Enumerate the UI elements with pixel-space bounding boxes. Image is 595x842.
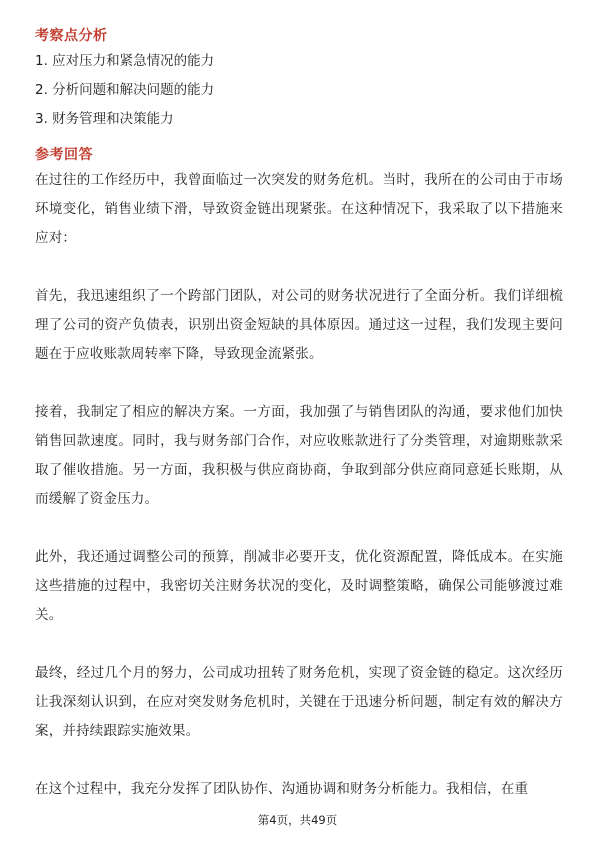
answer-paragraph: 接着，我制定了相应的解决方案。一方面，我加强了与销售团队的沟通，要求他们加快销售回款速度。同时，我与财务部门合作，对应收账款进行了分类管理，对逾期账款采取了催收措施。另一方面，我积极与供应商协商，争取到部分供应商同意延长账期，从而缓解了资金压力。 [35, 404, 563, 507]
answer-paragraph: 最终，经过几个月的努力，公司成功扭转了财务危机，实现了资金链的稳定。这次经历让我深刻认识到，在应对突发财务危机时，关键在于迅速分析问题，制定有效的解决方案，并持续跟踪实施效果。 [35, 665, 563, 739]
analysis-heading: 考察点分析 [35, 28, 108, 44]
answer-paragraph: 此外，我还通过调整公司的预算，削减非必要开支，优化资源配置，降低成本。在实施这些措施的过程中，我密切关注财务状况的变化，及时调整策略，确保公司能够渡过难关。 [35, 549, 563, 623]
analysis-item: 2. 分析问题和解决问题的能力 [35, 82, 215, 98]
answer-paragraph: 在这个过程中，我充分发挥了团队协作、沟通协调和财务分析能力。我相信，在重 [35, 781, 529, 797]
analysis-item: 3. 财务管理和决策能力 [35, 111, 174, 127]
answer-paragraph: 在过往的工作经历中，我曾面临过一次突发的财务危机。当时，我所在的公司由于市场环境变化，销售业绩下滑，导致资金链出现紧张。在这种情况下，我采取了以下措施来应对： [35, 172, 563, 246]
page-number: 第4页，共49页 [257, 813, 338, 827]
analysis-item: 1. 应对压力和紧急情况的能力 [35, 53, 215, 69]
answer-heading: 参考回答 [35, 147, 93, 163]
answer-paragraph: 首先，我迅速组织了一个跨部门团队，对公司的财务状况进行了全面分析。我们详细梳理了公司的资产负债表，识别出资金短缺的具体原因。通过这一过程，我们发现主要问题在于应收账款周转率下降，导致现金流紧张。 [35, 288, 563, 362]
